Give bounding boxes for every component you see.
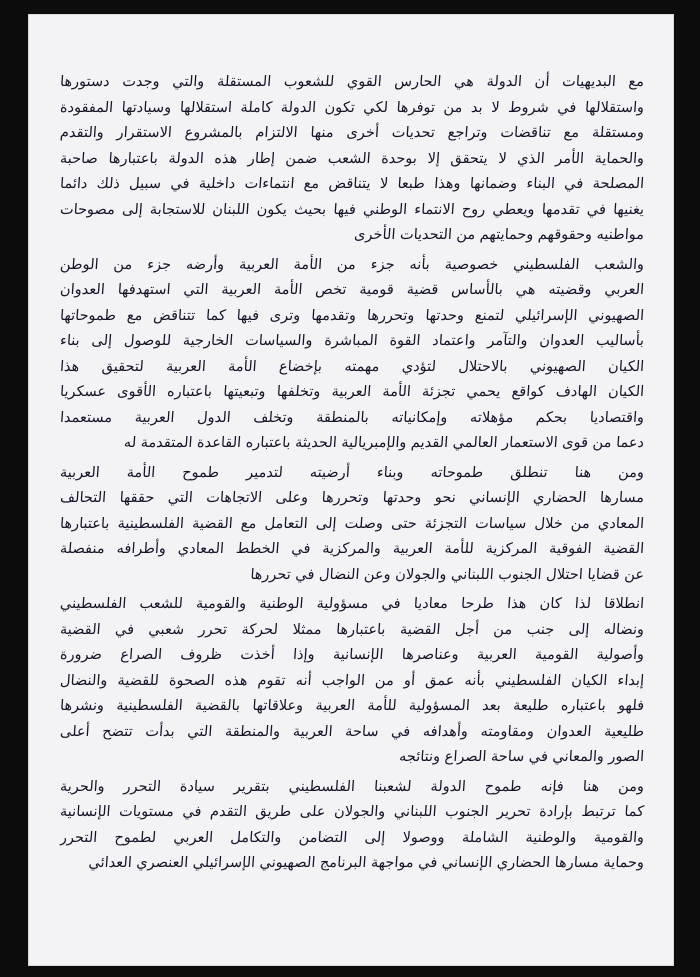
handwritten-line: بأساليب العدوان والتآمر واعتماد القوة المباشرة والسياسات الخارجية للوصول إلى بناء: [59, 333, 645, 349]
handwritten-line: والحماية الأمر الذي لا يتحقق إلا بوحدة الشعب ضمن إطار هذه الدولة باعتبارها صاحبة: [59, 150, 645, 167]
handwritten-line: طليعية العدوان ومقاومته وأهدافه في ساحة العربية والمنطقة التي بدأت تتضح أعلى: [59, 723, 645, 740]
handwritten-line: ونضاله إلى جنب من أجل القضية باعتبارها ممثلا لحركة تحرر شعبي في القضية: [59, 621, 645, 638]
handwritten-line: المصلحة في البناء وضمانها وهذا طبعا لا يتناقض مع انتماءات داخلية في سبيل ذلك دائما: [59, 176, 645, 192]
handwritten-line: الكيان الهادف كواقع يحمي تجزئة الأمة العربية وتخلفها وتبعيتها باعتباره الأقوى عسكريا: [59, 384, 645, 400]
handwritten-line: الصور والمعاني في ساحة الصراع ونتائجه: [398, 749, 645, 765]
handwritten-line: ومستقلة مع تناقضات وتراجع تحديات أخرى منها الالتزام بالمشروع الاستقرار والتقدم: [59, 125, 645, 141]
handwritten-line: ومن هنا تنطلق طموحاته وبناء أرضيته لتدمير طموح الأمة العربية: [59, 464, 645, 481]
handwritten-line: مسارها الحضاري الإنساني نحو وحدتها وتحررها وعلى الاتجاهات التي حققها التحالف: [59, 490, 645, 506]
handwritten-line: العربي وقضيته هي بالأساس قضية قومية تخص الأمة العربية التي استهدفها العدوان: [59, 282, 645, 298]
handwritten-line: فلهو باعتباره طليعة بعد المسؤولية للأمة العربية وعلاقاتها بالقضية الفلسطينية ونشرها: [59, 698, 645, 714]
handwritten-line: مع البديهيات أن الدولة هي الحارس القوي للشعوب المستقلة والتي وجدت دستورها: [59, 74, 645, 90]
handwritten-line: إبداء الكيان الفلسطيني بأنه عمق أو من الواجب أنه تقوم هذه الصحوة للقضية والنضال: [59, 672, 645, 689]
handwritten-line: عن قضايا احتلال الجنوب اللبناني والجولان وعن النضال في تحررها: [249, 566, 645, 583]
handwritten-line: المعادي من خلال سياسات التجزئة حتى وصلت إلى التعامل مع القضية الفلسطينية باعتبارها: [59, 515, 645, 532]
handwritten-line: والشعب الفلسطيني خصوصية بأنه جزء من الأمة العربية وأرضه جزء من الوطن: [59, 256, 645, 273]
handwritten-text-block: [60, 70, 644, 877]
paragraph: [60, 461, 644, 589]
handwritten-line: وأصولية القومية العربية وعناصرها الإنسانية وإذا أخذت ظروف الصراع ضرورة: [59, 647, 645, 663]
handwritten-line: وحماية مسارها الحضاري الإنساني في مواجهة البرنامج الصهيوني الإسرائيلي العنصري العدائي: [88, 855, 645, 871]
handwritten-line: الصهيوني الإسرائيلي لتمنع وحدتها وتحررها وتقدمها وترى فيها كما تتناقض مع طموحاتها: [59, 307, 645, 324]
handwritten-line: دعما من قوى الاستعمار العالمي القديم والإمبريالية الحديثة باعتباره القاعدة المتقدمة له: [123, 435, 645, 451]
paragraph: [60, 775, 644, 877]
handwritten-line: الكيان الصهيوني بالاحتلال لتؤدي مهمته بإخضاع الأمة العربية لتحقيق هذا: [59, 358, 645, 375]
handwritten-letter-page: [28, 14, 674, 966]
paragraph: [60, 592, 644, 771]
paragraph: [60, 253, 644, 457]
handwritten-line: واقتصاديا بحكم مؤهلاته وإمكانياته بالمنطقة وتخلف الدول العربية مستعمدا: [59, 409, 645, 426]
handwritten-line: القضية الفوقية المركزية للأمة العربية والمركزية في الخطط المعادي وأطرافه منفصلة: [59, 541, 645, 557]
handwritten-line: مواطنيه وحقوقهم وحمايتهم من التحديات الأخرى: [353, 227, 645, 243]
handwritten-line: كما ترتبط بإرادة تحرير الجنوب اللبناني والجولان على طريق التقدم في مستويات الإنسانية: [59, 804, 645, 820]
paragraph: [60, 70, 644, 249]
handwritten-line: والقومية والوطنية الشاملة ووصولا إلى التضامن والتكامل العربي لطموح التحرر: [59, 829, 645, 846]
handwritten-line: واستقلالها في شروط لا بد من توفرها لكي تكون الدولة كاملة استقلالها وسيادتها المفقودة: [59, 99, 645, 116]
handwritten-line: ومن هنا فإنه طموح الدولة لشعبنا الفلسطيني بتقرير سيادة التحرر والحرية: [59, 778, 645, 795]
handwritten-line: يغنيها في تقدمها ويعطي روح الانتماء الوطني فيها بحيث يكون اللبنان للاستجابة إلى مصوحات: [59, 201, 645, 218]
handwritten-line: انطلاقا لذا كان هذا طرحا معاديا في مسؤولية الوطنية والقومية للشعب الفلسطيني: [59, 596, 645, 612]
